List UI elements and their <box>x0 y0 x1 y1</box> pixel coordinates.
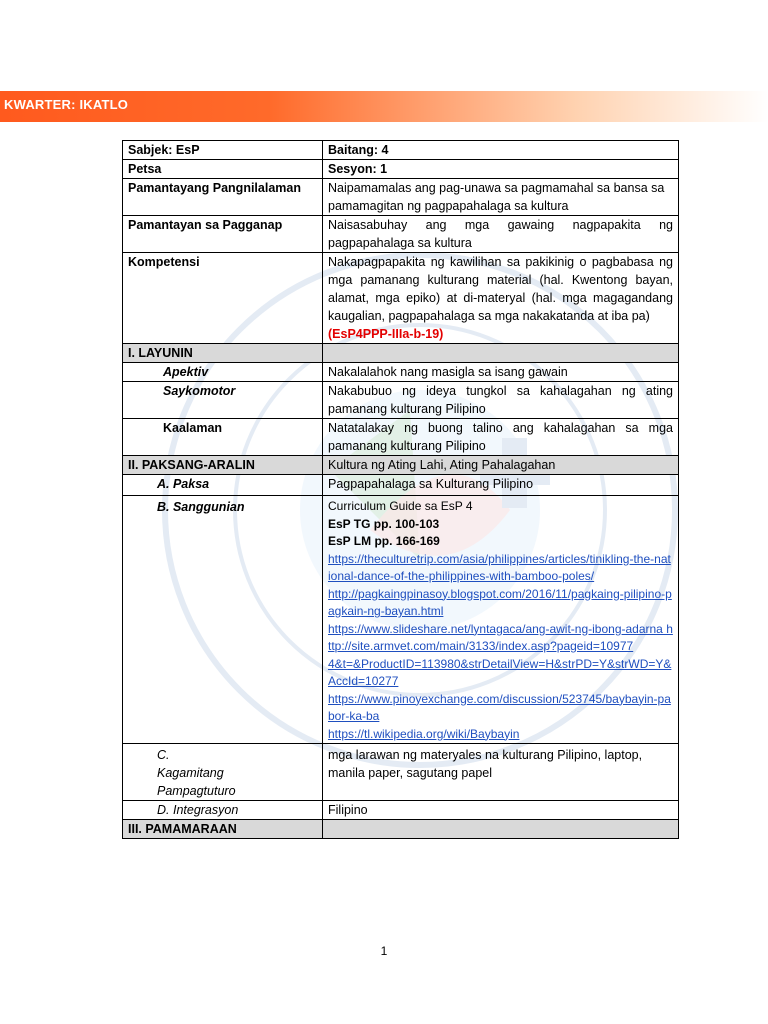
table-row <box>123 496 679 744</box>
table-row <box>123 253 679 344</box>
competency-label: Kompetensi <box>123 253 323 344</box>
table-row <box>123 744 679 801</box>
psychomotor-label: Saykomotor <box>123 382 323 419</box>
quarter-label: KWARTER: IKATLO <box>4 97 129 112</box>
grade-cell: Baitang: 4 <box>323 141 679 160</box>
references-cell <box>323 496 679 744</box>
objectives-label: I. LAYUNIN <box>123 344 323 363</box>
date-label: Petsa <box>123 160 323 179</box>
subject-matter-value: Kultura ng Ating Lahi, Ating Pahalagahan <box>323 456 679 475</box>
quarter-banner <box>0 91 768 122</box>
materials-label-line: Pampagtuturo <box>157 784 236 798</box>
ref-learner-material: EsP LM pp. 166-169 <box>328 534 440 548</box>
materials-value: mga larawan ng materyales na kulturang Pilipino, laptop, manila paper, sagutang papel <box>323 744 679 801</box>
table-row <box>123 419 679 456</box>
table-row <box>123 363 679 382</box>
materials-label <box>123 744 323 801</box>
table-row <box>123 475 679 496</box>
content-standard-label: Pamantayang Pangnilalaman <box>123 179 323 216</box>
objectives-blank <box>323 344 679 363</box>
table-row <box>123 344 679 363</box>
references-label: B. Sanggunian <box>123 496 323 744</box>
session-cell: Sesyon: 1 <box>323 160 679 179</box>
table-row <box>123 456 679 475</box>
reference-link[interactable]: http://pagkaingpinasoy.blogspot.com/2016/11/pagkaing-pilipino-pagkain-ng-bayan.html <box>328 586 672 618</box>
materials-label-line: C. <box>157 748 170 762</box>
materials-label-line: Kagamitang <box>157 766 224 780</box>
subject-matter-label: II. PAKSANG-ARALIN <box>123 456 323 475</box>
topic-value: Pagpapahalaga sa Kulturang Pilipino <box>323 475 679 496</box>
reference-link[interactable]: https://www.slideshare.net/lyntagaca/ang-awit-ng-ibong-adarna http://site.armvet.com/main/3133/index.asp?pageid=10977 <box>328 621 673 653</box>
table-row <box>123 820 679 839</box>
table-row <box>123 160 679 179</box>
reference-link[interactable]: 4&t=&ProductID=113980&strDetailView=H&strPD=Y&strWD=Y&AccId=10277 <box>328 656 672 688</box>
table-row <box>123 179 679 216</box>
integration-label: D. Integrasyon <box>123 801 323 820</box>
competency-cell <box>323 253 679 344</box>
page-number: 1 <box>380 944 388 958</box>
lesson-plan-table <box>122 140 679 839</box>
ref-teacher-guide: EsP TG pp. 100-103 <box>328 516 440 531</box>
subject-cell: Sabjek: EsP <box>123 141 323 160</box>
table-row <box>123 801 679 820</box>
psychomotor-value: Nakabubuo ng ideya tungkol sa kahalagahan ng ating pamanang kulturang Pilipino <box>323 382 679 419</box>
competency-code: (EsP4PPP-IIIa-b-19) <box>328 327 444 341</box>
performance-standard-label: Pamantayan sa Pagganap <box>123 216 323 253</box>
performance-standard-value: Naisasabuhay ang mga gawaing nagpapakita ng pagpapahalaga sa kultura <box>323 216 679 253</box>
topic-label: A. Paksa <box>123 475 323 496</box>
competency-value: Nakapagpapakita ng kawilihan sa pakikinig o pagbabasa ng mga pamanang kulturang material (hal. Kwentong bayan, alamat, mga epiko) at di-materyal (hal. mga magagandang kaugalian, pagpapahalaga sa mga nakakatanda at iba pa) <box>328 255 673 323</box>
reference-link[interactable]: https://tl.wikipedia.org/wiki/Baybayin <box>328 726 520 741</box>
affective-value: Nakalalahok nang masigla sa isang gawain <box>323 363 679 382</box>
table-row <box>123 382 679 419</box>
procedure-blank <box>323 820 679 839</box>
ref-curriculum-guide: Curriculum Guide sa EsP 4 <box>328 499 473 513</box>
integration-value: Filipino <box>323 801 679 820</box>
table-row <box>123 216 679 253</box>
affective-label: Apektiv <box>123 363 323 382</box>
procedure-label: III. PAMAMARAAN <box>123 820 323 839</box>
cognitive-label: Kaalaman <box>123 419 323 456</box>
reference-link[interactable]: https://theculturetrip.com/asia/philippines/articles/tinikling-the-national-dance-of-the-philippines-with-bamboo-poles/ <box>328 551 671 583</box>
reference-link[interactable]: https://www.pinoyexchange.com/discussion/523745/baybayin-pabor-ka-ba <box>328 691 671 723</box>
cognitive-value: Natatalakay ng buong talino ang kahalagahan sa mga pamanang kulturang Pilipino <box>323 419 679 456</box>
table-row <box>123 141 679 160</box>
content-standard-value: Naipamamalas ang pag-unawa sa pagmamahal sa bansa sa pamamagitan ng pagpapahalaga sa kultura <box>323 179 679 216</box>
